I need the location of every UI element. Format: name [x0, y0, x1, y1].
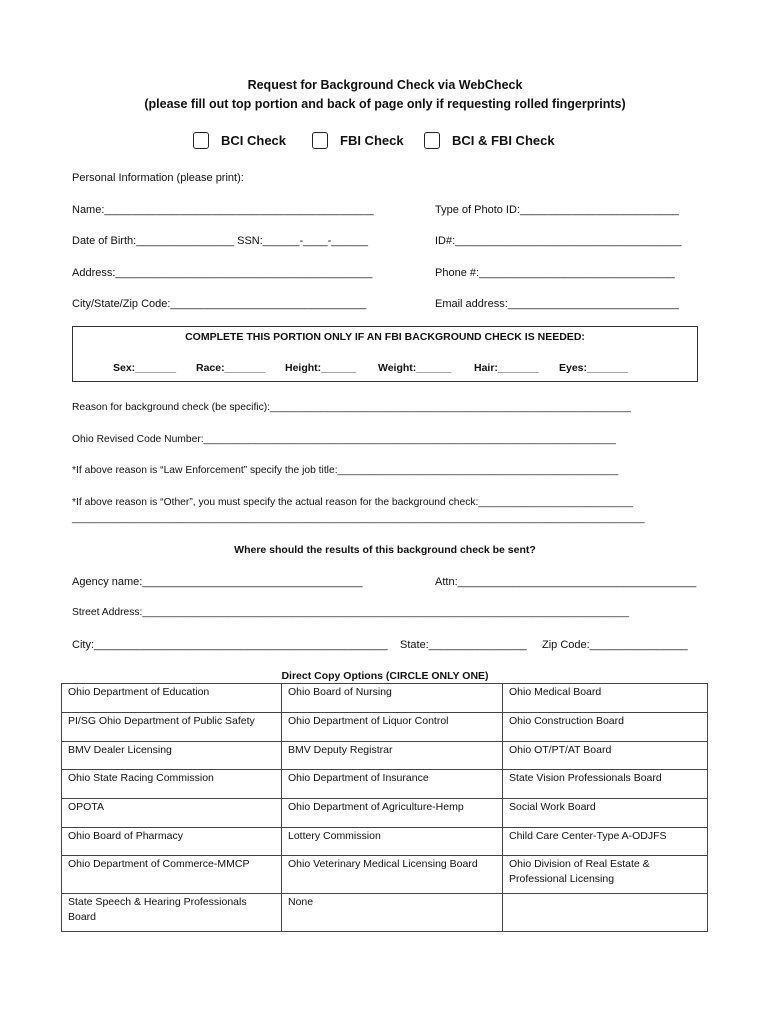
- fbi-checkbox[interactable]: [312, 132, 328, 149]
- street-address-field[interactable]: Street Address:_____________________________________________________________________________________: [72, 607, 630, 618]
- race-field[interactable]: Race:_______: [196, 362, 266, 374]
- option-cell[interactable]: Social Work Board: [503, 799, 708, 828]
- option-cell[interactable]: Ohio Veterinary Medical Licensing Board: [282, 856, 503, 894]
- table-row: [62, 828, 708, 856]
- height-field[interactable]: Height:______: [285, 362, 357, 374]
- table-row: [62, 856, 708, 894]
- reason-field[interactable]: Reason for background check (be specific):_______________________________________________________________: [72, 402, 631, 413]
- option-cell[interactable]: PI/SG Ohio Department of Public Safety: [62, 713, 282, 742]
- state-field[interactable]: State:________________: [400, 639, 527, 651]
- direct-copy-options-table: [61, 683, 708, 932]
- hair-field[interactable]: Hair:_______: [474, 362, 539, 374]
- option-cell[interactable]: State Speech & Hearing Professionals Board: [62, 894, 282, 932]
- option-cell[interactable]: Ohio Division of Real Estate & Professional Licensing: [503, 856, 708, 894]
- option-cell: [503, 894, 708, 932]
- table-row: [62, 713, 708, 742]
- option-cell[interactable]: Ohio Medical Board: [503, 684, 708, 713]
- table-row: [62, 684, 708, 713]
- table-row: [62, 770, 708, 799]
- table-row: [62, 799, 708, 828]
- option-cell[interactable]: Ohio Department of Liquor Control: [282, 713, 503, 742]
- option-cell[interactable]: None: [282, 894, 503, 932]
- bci-fbi-check-option[interactable]: [424, 132, 555, 149]
- table-row: [62, 894, 708, 932]
- agency-name-field[interactable]: Agency name:____________________________________: [72, 576, 363, 588]
- option-cell[interactable]: Child Care Center-Type A-ODJFS: [503, 828, 708, 856]
- photo-id-type-field[interactable]: Type of Photo ID:__________________________: [435, 204, 680, 216]
- option-cell[interactable]: Ohio Board of Nursing: [282, 684, 503, 713]
- eyes-field[interactable]: Eyes:_______: [559, 362, 628, 374]
- bci-checkbox[interactable]: [193, 132, 209, 149]
- option-cell[interactable]: Ohio OT/PT/AT Board: [503, 742, 708, 770]
- results-heading: Where should the results of this background check be sent?: [234, 544, 536, 556]
- option-cell[interactable]: OPOTA: [62, 799, 282, 828]
- option-cell[interactable]: State Vision Professionals Board: [503, 770, 708, 799]
- bci-check-label: BCI Check: [221, 133, 287, 148]
- option-cell[interactable]: Ohio Department of Commerce-MMCP: [62, 856, 282, 894]
- sex-field[interactable]: Sex:_______: [113, 362, 177, 374]
- zip-code-field[interactable]: Zip Code:________________: [542, 639, 688, 651]
- option-cell[interactable]: Lottery Commission: [282, 828, 503, 856]
- form-subtitle: (please fill out top portion and back of page only if requesting rolled fingerprints): [144, 97, 626, 111]
- city-field[interactable]: City:________________________________________________: [72, 639, 388, 651]
- option-cell[interactable]: BMV Deputy Registrar: [282, 742, 503, 770]
- dob-ssn-field[interactable]: Date of Birth:________________ SSN:______-____-______: [72, 235, 369, 247]
- table-row: [62, 742, 708, 770]
- bci-fbi-checkbox[interactable]: [424, 132, 440, 149]
- bci-fbi-check-label: BCI & FBI Check: [452, 133, 555, 148]
- direct-copy-heading: Direct Copy Options (CIRCLE ONLY ONE): [281, 670, 489, 682]
- id-number-field[interactable]: ID#:_____________________________________: [435, 235, 682, 247]
- address-field[interactable]: Address:__________________________________________: [72, 267, 373, 279]
- personal-info-heading: Personal Information (please print):: [72, 172, 244, 184]
- orc-number-field[interactable]: Ohio Revised Code Number:________________________________________________________________________: [72, 434, 616, 445]
- form-title: Request for Background Check via WebCheck: [247, 78, 523, 92]
- city-state-zip-field[interactable]: City/State/Zip Code:________________________________: [72, 298, 367, 310]
- other-reason-field[interactable]: *If above reason is “Other”, you must specify the actual reason for the background check:___________________________: [72, 497, 633, 508]
- bci-check-option[interactable]: [193, 132, 286, 149]
- option-cell[interactable]: Ohio State Racing Commission: [62, 770, 282, 799]
- option-cell[interactable]: Ohio Construction Board: [503, 713, 708, 742]
- phone-field[interactable]: Phone #:________________________________: [435, 267, 675, 279]
- attn-field[interactable]: Attn:_______________________________________: [435, 576, 697, 588]
- option-cell[interactable]: Ohio Board of Pharmacy: [62, 828, 282, 856]
- name-field[interactable]: Name:____________________________________________: [72, 204, 374, 216]
- weight-field[interactable]: Weight:______: [378, 362, 452, 374]
- option-cell[interactable]: Ohio Department of Agriculture-Hemp: [282, 799, 503, 828]
- fbi-section-heading: COMPLETE THIS PORTION ONLY IF AN FBI BACKGROUND CHECK IS NEEDED:: [185, 331, 585, 343]
- fbi-check-option[interactable]: [312, 132, 404, 149]
- option-cell[interactable]: BMV Dealer Licensing: [62, 742, 282, 770]
- email-field[interactable]: Email address:____________________________: [435, 298, 680, 310]
- option-cell[interactable]: Ohio Department of Education: [62, 684, 282, 713]
- fbi-check-label: FBI Check: [340, 133, 404, 148]
- other-reason-line[interactable]: ____________________________________________________________________________________________________: [72, 513, 645, 524]
- law-enforcement-job-title-field[interactable]: *If above reason is “Law Enforcement” specify the job title:_________________________________________________: [72, 465, 619, 476]
- option-cell[interactable]: Ohio Department of Insurance: [282, 770, 503, 799]
